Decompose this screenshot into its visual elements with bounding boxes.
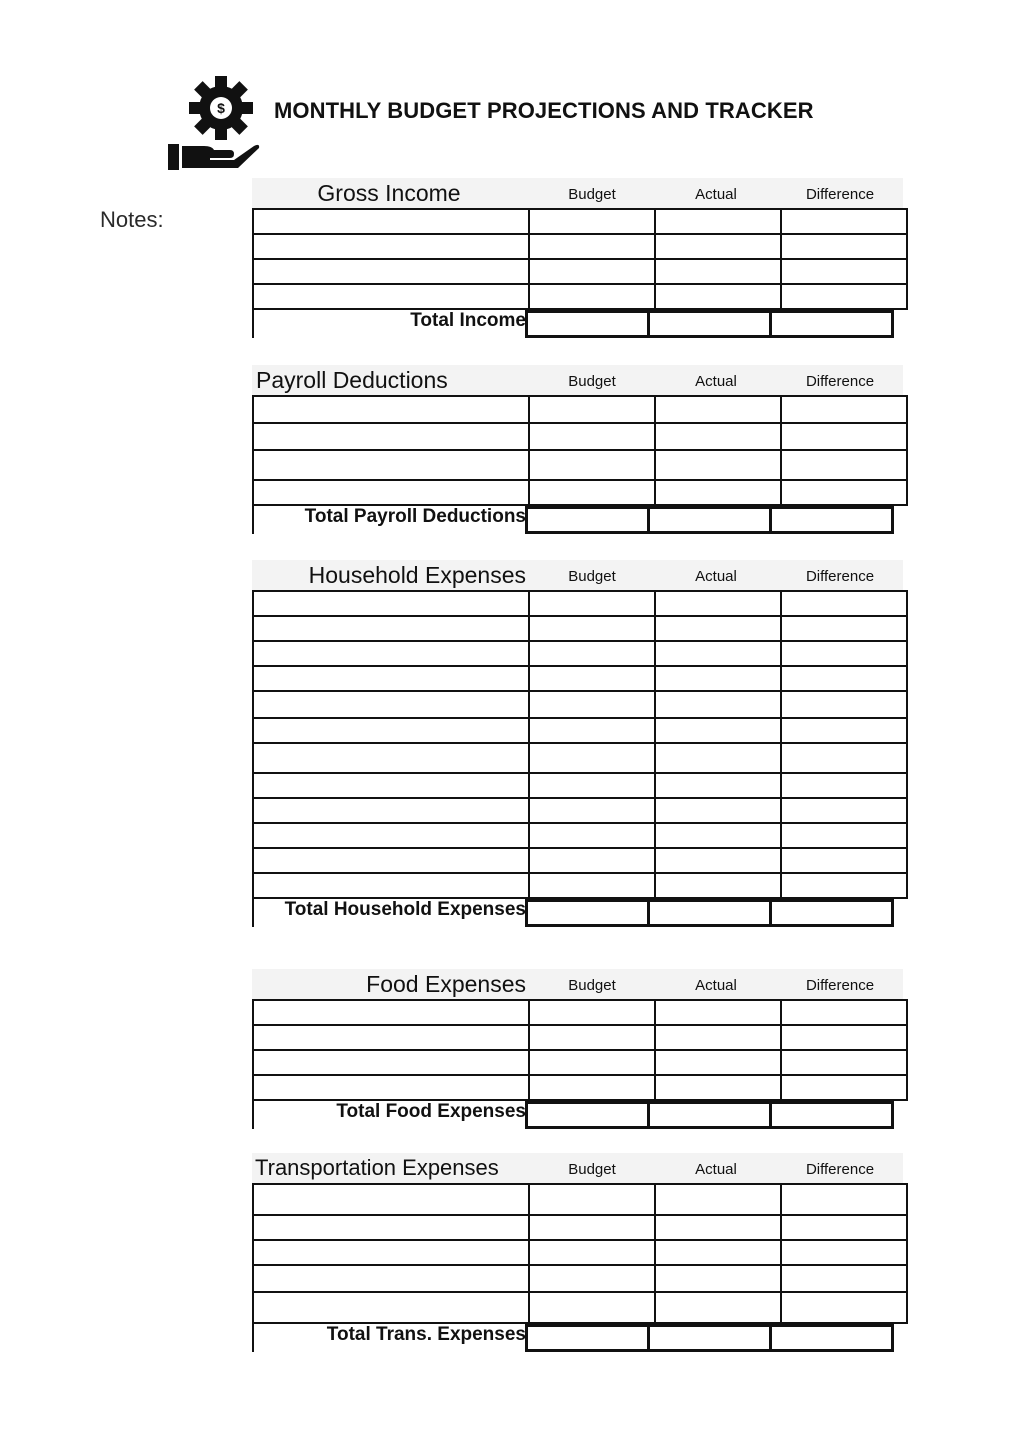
difference-cell[interactable] [781,284,907,309]
item-cell[interactable] [253,848,529,873]
table-row [253,641,907,666]
table-row [253,1184,907,1215]
difference-cell[interactable] [781,773,907,798]
column-header-difference: Difference [805,568,875,585]
item-cell[interactable] [253,259,529,284]
table-row [253,1240,907,1265]
table-row [253,259,907,284]
total-row [252,1101,903,1129]
total-actual-cell[interactable] [647,899,772,927]
total-actual-cell[interactable] [647,1324,772,1352]
section-title: Payroll Deductions [256,367,448,393]
column-header-difference: Difference [805,977,875,994]
difference-cell[interactable] [781,743,907,773]
difference-cell[interactable] [781,873,907,898]
table-row [253,743,907,773]
table-row [253,284,907,309]
table-row [253,1265,907,1292]
actual-cell[interactable] [655,1292,781,1323]
actual-cell[interactable] [655,234,781,259]
total-budget-cell[interactable] [525,1324,650,1352]
table-row [253,423,907,450]
budget-cell[interactable] [529,641,655,666]
budget-cell[interactable] [529,1240,655,1265]
actual-cell[interactable] [655,873,781,898]
total-actual-cell[interactable] [647,506,772,534]
section-food-expenses [252,969,903,1129]
difference-cell[interactable] [781,1050,907,1075]
item-cell[interactable] [253,718,529,743]
table-row [253,1050,907,1075]
actual-cell[interactable] [655,641,781,666]
budget-cell[interactable] [529,591,655,616]
difference-cell[interactable] [781,591,907,616]
difference-cell[interactable] [781,259,907,284]
difference-cell[interactable] [781,423,907,450]
actual-cell[interactable] [655,1240,781,1265]
budget-cell[interactable] [529,1292,655,1323]
total-row [252,506,903,534]
item-cell[interactable] [253,1184,529,1215]
item-cell[interactable] [253,743,529,773]
total-label: Total Payroll Deductions [252,506,528,534]
item-cell[interactable] [253,823,529,848]
actual-cell[interactable] [655,450,781,480]
table-row [253,798,907,823]
table-row [253,450,907,480]
budget-cell[interactable] [529,1215,655,1240]
item-cell[interactable] [253,798,529,823]
section-gross-income [252,178,903,338]
table-row [253,823,907,848]
table-row [253,691,907,718]
total-actual-cell[interactable] [647,1101,772,1129]
budget-cell[interactable] [529,234,655,259]
difference-cell[interactable] [781,450,907,480]
table-row [253,718,907,743]
table-row [253,616,907,641]
actual-cell[interactable] [655,396,781,423]
section-household-expenses [252,560,903,927]
budget-cell[interactable] [529,1000,655,1025]
total-difference-cell[interactable] [769,1324,894,1352]
budget-cell[interactable] [529,743,655,773]
section-title: Food Expenses [366,971,526,997]
item-cell[interactable] [253,450,529,480]
total-row [252,310,903,338]
budget-cell[interactable] [529,666,655,691]
total-actual-cell[interactable] [647,310,772,338]
table-row [253,1292,907,1323]
budget-cell[interactable] [529,423,655,450]
table-row [253,209,907,234]
difference-cell[interactable] [781,798,907,823]
item-cell[interactable] [253,284,529,309]
page-title: MONTHLY BUDGET PROJECTIONS AND TRACKER [274,98,814,123]
section-header [252,178,903,208]
table-row [253,873,907,898]
item-cell[interactable] [253,1240,529,1265]
difference-cell[interactable] [781,1000,907,1025]
total-difference-cell[interactable] [769,1101,894,1129]
table-row [253,1075,907,1100]
total-difference-cell[interactable] [769,310,894,338]
item-cell[interactable] [253,616,529,641]
table-row [253,1025,907,1050]
actual-cell[interactable] [655,1075,781,1100]
item-cell[interactable] [253,396,529,423]
actual-cell[interactable] [655,1215,781,1240]
gear-dollar-hand-icon [164,74,262,174]
actual-cell[interactable] [655,773,781,798]
actual-cell[interactable] [655,591,781,616]
total-budget-cell[interactable] [525,310,650,338]
actual-cell[interactable] [655,616,781,641]
section-title: Transportation Expenses [255,1155,499,1180]
section-header [252,365,903,395]
item-cell[interactable] [253,1025,529,1050]
actual-cell[interactable] [655,259,781,284]
total-label: Total Income [252,310,528,338]
item-cell[interactable] [253,423,529,450]
table-row [253,666,907,691]
budget-cell[interactable] [529,396,655,423]
item-cell[interactable] [253,873,529,898]
column-header-difference: Difference [805,373,875,390]
table-row [253,396,907,423]
difference-cell[interactable] [781,1184,907,1215]
actual-cell[interactable] [655,1184,781,1215]
column-header-difference: Difference [805,1161,875,1178]
budget-cell[interactable] [529,773,655,798]
section-title: Gross Income [317,180,461,206]
budget-cell[interactable] [529,480,655,505]
budget-cell[interactable] [529,823,655,848]
difference-cell[interactable] [781,616,907,641]
difference-cell[interactable] [781,848,907,873]
difference-cell[interactable] [781,823,907,848]
difference-cell[interactable] [781,1265,907,1292]
budget-cell[interactable] [529,873,655,898]
difference-cell[interactable] [781,691,907,718]
column-header-budget: Budget [568,977,616,994]
actual-cell[interactable] [655,423,781,450]
actual-cell[interactable] [655,1265,781,1292]
section-payroll-deductions [252,365,903,534]
item-cell[interactable] [253,591,529,616]
total-label: Total Food Expenses [252,1101,528,1129]
item-cell[interactable] [253,666,529,691]
difference-cell[interactable] [781,1240,907,1265]
budget-cell[interactable] [529,616,655,641]
column-header-actual: Actual [695,186,737,203]
difference-cell[interactable] [781,209,907,234]
difference-cell[interactable] [781,718,907,743]
column-header-budget: Budget [568,1161,616,1178]
column-header-budget: Budget [568,568,616,585]
actual-cell[interactable] [655,209,781,234]
item-cell[interactable] [253,209,529,234]
entry-table [252,590,908,899]
actual-cell[interactable] [655,1050,781,1075]
item-cell[interactable] [253,1050,529,1075]
column-header-actual: Actual [695,1161,737,1178]
entry-table [252,1183,908,1324]
total-difference-cell[interactable] [769,899,894,927]
total-difference-cell[interactable] [769,506,894,534]
column-header-budget: Budget [568,186,616,203]
difference-cell[interactable] [781,666,907,691]
entry-table [252,395,908,506]
section-header [252,1153,903,1183]
total-row [252,899,903,927]
budget-cell[interactable] [529,259,655,284]
difference-cell[interactable] [781,234,907,259]
budget-cell[interactable] [529,450,655,480]
actual-cell[interactable] [655,1025,781,1050]
actual-cell[interactable] [655,1000,781,1025]
notes-label: Notes: [100,207,164,232]
item-cell[interactable] [253,1265,529,1292]
total-label: Total Household Expenses [252,899,528,927]
budget-cell[interactable] [529,798,655,823]
dollar-symbol: $ [217,100,225,116]
budget-cell[interactable] [529,284,655,309]
difference-cell[interactable] [781,396,907,423]
section-header [252,969,903,999]
total-budget-cell[interactable] [525,506,650,534]
budget-cell[interactable] [529,848,655,873]
item-cell[interactable] [253,691,529,718]
actual-cell[interactable] [655,691,781,718]
actual-cell[interactable] [655,848,781,873]
table-row [253,1215,907,1240]
budget-cell[interactable] [529,1265,655,1292]
column-header-actual: Actual [695,373,737,390]
total-label: Total Trans. Expenses [252,1324,528,1352]
budget-cell[interactable] [529,1075,655,1100]
item-cell[interactable] [253,773,529,798]
table-row [253,480,907,505]
actual-cell[interactable] [655,743,781,773]
item-cell[interactable] [253,1292,529,1323]
budget-cell[interactable] [529,209,655,234]
budget-cell[interactable] [529,1184,655,1215]
difference-cell[interactable] [781,641,907,666]
table-row [253,591,907,616]
difference-cell[interactable] [781,1292,907,1323]
section-header [252,560,903,590]
budget-cell[interactable] [529,691,655,718]
column-header-budget: Budget [568,373,616,390]
total-budget-cell[interactable] [525,1101,650,1129]
budget-cell[interactable] [529,718,655,743]
item-cell[interactable] [253,1075,529,1100]
entry-table [252,208,908,310]
actual-cell[interactable] [655,284,781,309]
table-row [253,234,907,259]
item-cell[interactable] [253,480,529,505]
column-header-actual: Actual [695,568,737,585]
section-transportation-expenses [252,1153,903,1352]
actual-cell[interactable] [655,666,781,691]
difference-cell[interactable] [781,480,907,505]
actual-cell[interactable] [655,823,781,848]
column-header-actual: Actual [695,977,737,994]
item-cell[interactable] [253,234,529,259]
column-header-difference: Difference [805,186,875,203]
budget-cell[interactable] [529,1050,655,1075]
item-cell[interactable] [253,1000,529,1025]
table-row [253,773,907,798]
item-cell[interactable] [253,1215,529,1240]
actual-cell[interactable] [655,798,781,823]
difference-cell[interactable] [781,1025,907,1050]
total-row [252,1324,903,1352]
section-title: Household Expenses [308,562,526,588]
entry-table [252,999,908,1101]
budget-cell[interactable] [529,1025,655,1050]
table-row [253,1000,907,1025]
table-row [253,848,907,873]
difference-cell[interactable] [781,1215,907,1240]
actual-cell[interactable] [655,718,781,743]
total-budget-cell[interactable] [525,899,650,927]
actual-cell[interactable] [655,480,781,505]
item-cell[interactable] [253,641,529,666]
difference-cell[interactable] [781,1075,907,1100]
